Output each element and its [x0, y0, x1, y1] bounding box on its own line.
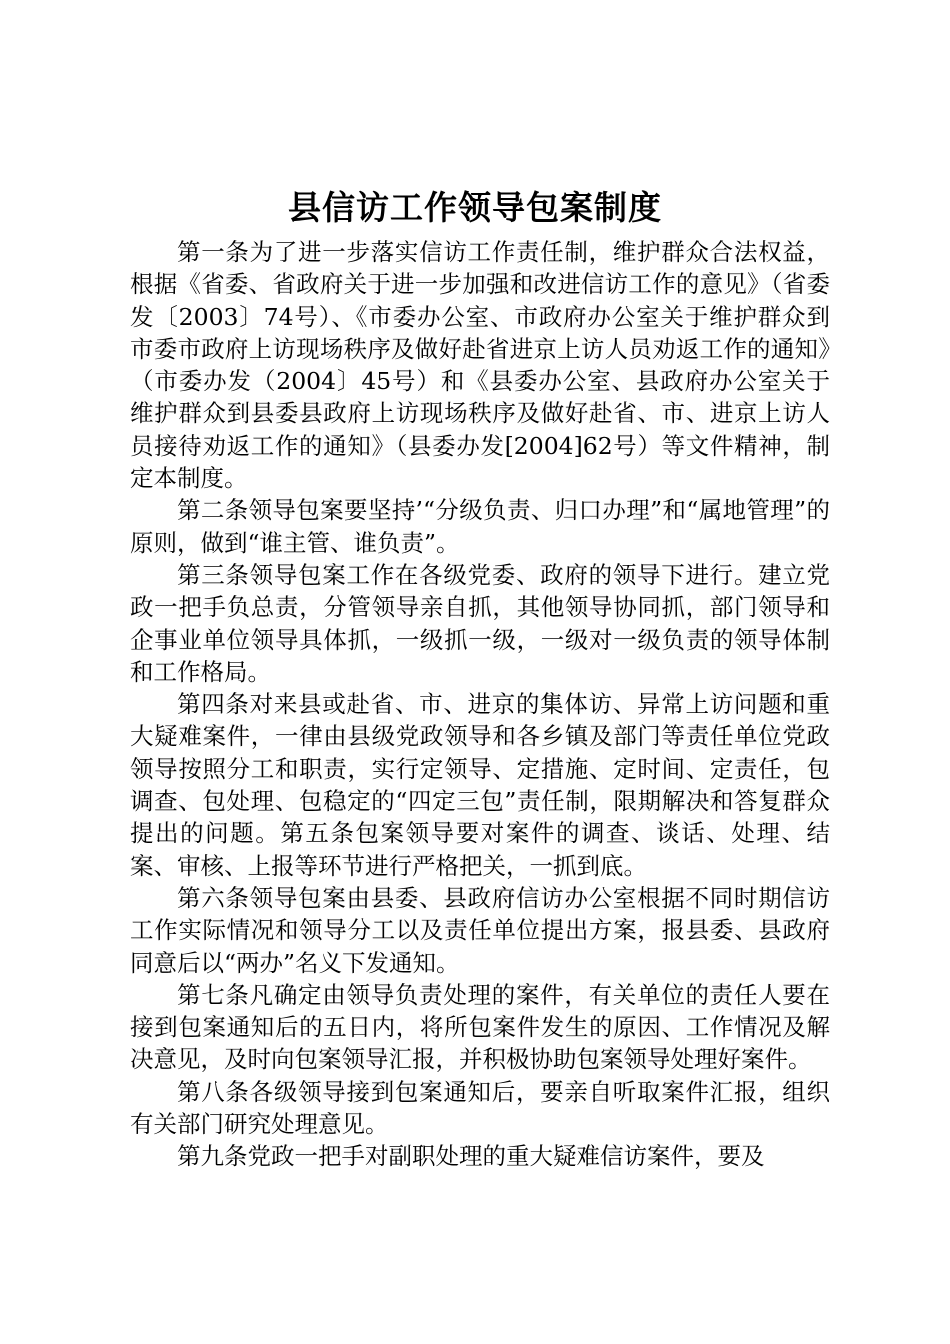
article-4-5-paragraph: 第四条对来县或赴省、市、进京的集体访、异常上访问题和重大疑难案件，一律由县级党政领导和各乡镇及部门等责任单位党政领导按照分工和职责，实行定领导、定措施、定时间、定责任，包调查、包处理、包稳定的“四定三包”责任制，限期解决和答复群众提出的问题。第五条包案领导要对案件的调查、谈话、处理、结案、审核、上报等环节进行严格把关，一抓到底。 — [130, 690, 830, 880]
article-7-paragraph: 第七条凡确定由领导负责处理的案件，有关单位的责任人要在接到包案通知后的五日内，将所包案件发生的原因、工作情况及解决意见，及时向包案领导汇报，并积极协助包案领导处理好案件。 — [130, 980, 830, 1074]
article-8-paragraph: 第八条各级领导接到包案通知后，要亲自听取案件汇报，组织有关部门研究处理意见。 — [130, 1077, 830, 1139]
article-1-paragraph: 第一条为了进一步落实信访工作责任制，维护群众合法权益，根据《省委、省政府关于进一步加强和改进信访工作的意见》（省委发〔2003〕74号）、《市委办公室、市政府办公室关于维护群众到市委市政府上访现场秩序及做好赴省进京上访人员劝返工作的通知》（市委办发（2004〕45号）和《县委办公室、县政府办公室关于维护群众到县委县政府上访现场秩序及做好赴省、市、进京上访人员接待劝返工作的通知》（县委办发[2004]62号）等文件精神，制定本制度。 — [130, 238, 830, 493]
article-2-paragraph: 第二条领导包案要坚持’“分级负责、归口办理”和“属地管理”的原则，做到“谁主管、谁负责”。 — [130, 496, 830, 557]
article-9-paragraph: 第九条党政一把手对副职处理的重大疑难信访案件，要及 — [177, 1142, 765, 1171]
document-title: 县信访工作领导包案制度 — [288, 188, 662, 227]
document-body — [130, 236, 830, 1173]
article-6-paragraph: 第六条领导包案由县委、县政府信访办公室根据不同时期信访工作实际情况和领导分工以及责任单位提出方案，报县委、县政府同意后以“两办”名义下发通知。 — [130, 883, 830, 977]
article-3-paragraph: 第三条领导包案工作在各级党委、政府的领导下进行。建立党政一把手负总责，分管领导亲自抓，其他领导协同抓，部门领导和企事业单位领导具体抓，一级抓一级，一级对一级负责的领导体制和工作格局。 — [130, 560, 830, 686]
